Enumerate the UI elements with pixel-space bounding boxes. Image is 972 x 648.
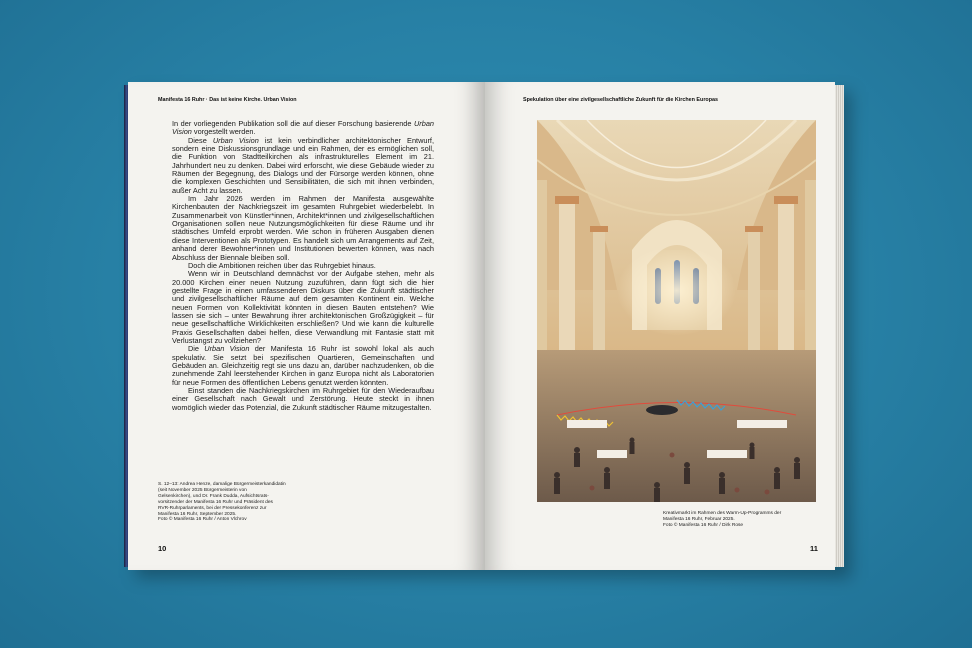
paragraph-text: Die — [188, 344, 205, 354]
caption-line: Foto © Manifesta 16 Ruhr / Dirk Rose — [663, 522, 744, 528]
caption-line: vorsitzender der Manifesta 16 Ruhr und Präsident des — [158, 499, 273, 505]
paragraph-text: Diese — [188, 135, 213, 145]
paragraph-text: ist kein verbindlicher architektonischer Entwurf, sondern eine Diskussionsgrundlage und ein Rahmen, der es ermöglichen soll, die Funktion von Stadtteilkirchen als infrastrukturelles Element im 21. Jahrhundert neu zu denken. Dabei wird erforscht, wie diese Gebäude wieder zu Räumen der Begegnung, des Dialogs und der Fürsorge werden können, ohne die komplexen Geschichten und Sensibilitäten, die sich mit ihnen verbinden, außer Acht zu lassen. — [172, 135, 434, 195]
caption-line: Kreativmarkt im Rahmen des Warm-Up-Programms der — [663, 511, 782, 516]
caption-line: Foto © Manifesta 16 Ruhr / Anton Vlchrov — [158, 517, 247, 523]
body-paragraph: Einst standen die Nachkriegskirchen im Ruhrgebiet für den Wiederaufbau einer Gesellschaft nach Gewalt und Zerstörung. Heute steckt in ihnen womöglich wieder das Potenzial, die Zukunft städtischer Räume mitzugestalten. — [172, 386, 434, 412]
emphasis-text: Urban Vision — [172, 119, 434, 137]
page-number-left: 10 — [158, 544, 167, 553]
caption-line: Manifesta 16 Ruhr, September 2025. — [158, 511, 237, 517]
body-paragraph: Wenn wir in Deutschland demnächst vor der Aufgabe stehen, mehr als 20.000 Kirchen einer neuen Nutzung zuzuführen, dann fügt sich die hier gestellte Frage in einen umfassenderen Diskurs über die Zukunft städtischer und zivilgesellschaftlicher Räume auf dem gesamten Kontinent ein. Welche neuen Formen von Kollektivität könnten in diesen Bauten entstehen? Wie lassen sie sich – unter Bewahrung ihrer architektonischen Großzügigkeit – für neue gesellschaftliche Wirklichkeiten erschließen? Und wie kann die kulturelle Praxis Gesellschaften dabei helfen, diese Verwandlung mit Fantasie statt mit Verlustangst zu vollziehen? — [172, 269, 434, 345]
running-head-left: Manifesta 16 Ruhr · Das ist keine Kirche. Urban Vision — [158, 97, 297, 103]
right-page — [485, 82, 835, 570]
body-paragraph — [172, 345, 434, 387]
running-head-right: Spekulation über eine zivilgesellschaftliche Zukunft für die Kirchen Europas — [523, 97, 719, 103]
emphasis-text: Urban Vision — [212, 135, 259, 145]
photo-caption-right — [663, 511, 781, 529]
body-text — [172, 120, 434, 412]
paragraph-text: In der vorliegenden Publikation soll die auf dieser Forschung basierende — [172, 119, 414, 128]
caption-line: RVR-Ruhrparlaments, bei der Pressekonferenz zur — [158, 505, 267, 511]
paragraph-text: vorgestellt werden. — [191, 127, 256, 137]
body-paragraph — [172, 137, 434, 195]
church-interior-illustration — [537, 120, 816, 502]
body-paragraph: Im Jahr 2026 werden im Rahmen der Manifesta ausgewählte Kirchenbauten der Nachkriegszeit im gesamten Ruhrgebiet wiederbelebt. In Zusammenarbeit von Künstler*innen, Architekt*innen und zivilgesellschaftlichen Organisationen sollen neue Nutzungsmöglichkeiten für diese Räume und ihr städtisches Umfeld erprobt werden. Wie schon in früheren Ausgaben dienen diese Interventionen als Prototypen. Es handelt sich um Arrangements auf Zeit, anhand derer Bewohner*innen und Institutionen bewerten können, was nach Abschluss der Biennale bleiben soll. — [172, 194, 434, 262]
page-number-right: 11 — [810, 544, 818, 553]
left-page — [128, 82, 485, 570]
caption-line: Manifesta 16 Ruhr, Februar 2025. — [663, 516, 735, 522]
church-market-photo — [537, 120, 816, 502]
caption-line: (seit November 2025 Bürgermeisterin von — [158, 487, 247, 493]
paragraph-text: der Manifesta 16 Ruhr ist sowohl lokal als auch spekulativ. Sie setzt bei spezifischen Quartieren, Gemeinschaften und Gebäuden an. Gleichzeitig regt sie uns dazu an, darüber nachzudenken, ob die zunehmende Zahl leerstehender Kirchen in ganz Europa nicht als Laboratorien für neue Formen des öffentlichen Lebens genutzt werden könnten. — [172, 344, 434, 387]
caption-line: S. 12–13: Andrea Henze, damalige Bürgermeisterkandidatin — [158, 482, 286, 487]
body-paragraph — [172, 120, 434, 137]
book-page-edges — [835, 85, 844, 567]
body-paragraph: Doch die Ambitionen reichen über das Ruhrgebiet hinaus. — [188, 260, 376, 270]
photo-caption-left — [158, 482, 286, 523]
emphasis-text: Urban Vision — [204, 344, 250, 354]
caption-line: Gelsenkirchen), und Dr. Frank Dudda, Aufsichtsrats- — [158, 493, 269, 499]
